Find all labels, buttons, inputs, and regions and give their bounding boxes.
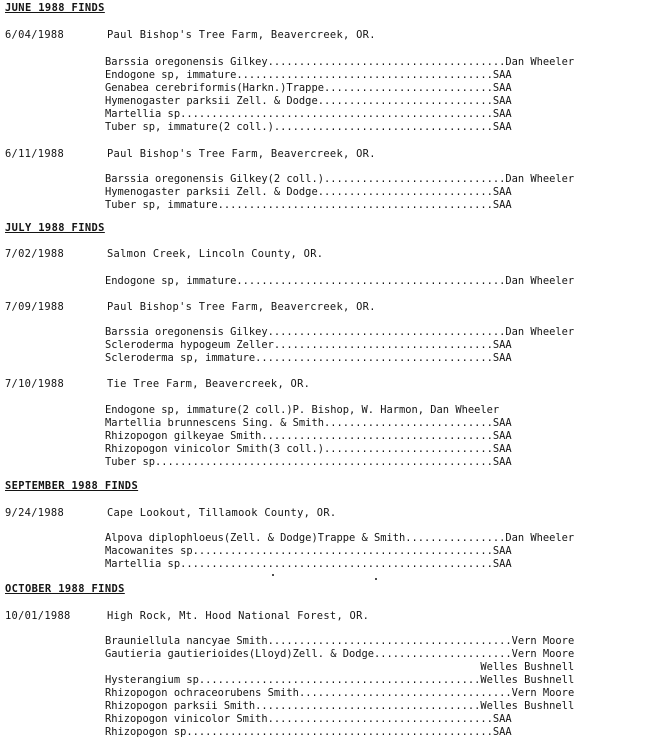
entry-date: 9/24/1988 <box>5 507 65 519</box>
entry-date: 7/10/1988 <box>5 378 65 390</box>
find-line <box>105 635 574 647</box>
dot-leader: ...................................... <box>255 352 493 364</box>
find-collector: SAA <box>492 108 512 120</box>
dot-leader: .................................................. <box>180 108 493 120</box>
find-taxon: Rhizopogon sp <box>105 726 187 738</box>
dot-leader: ..................................... <box>261 430 493 442</box>
find-line <box>105 199 512 211</box>
find-collector: SAA <box>492 726 512 738</box>
find-line <box>105 713 512 725</box>
find-line <box>105 339 512 351</box>
dot-leader: ............................. <box>323 173 506 185</box>
dot-leader: .................................. <box>298 687 512 699</box>
find-taxon: Endogone sp, immature(2 coll.)P. Bishop, W. Harmon, Dan Wheeler <box>105 404 500 416</box>
dot-leader: ............................ <box>317 95 493 107</box>
section-heading-september: SEPTEMBER 1988 FINDS <box>5 480 139 492</box>
dot-leader: ...................... <box>374 648 512 660</box>
dot-leader: ........................................... <box>236 275 506 287</box>
find-collector: Welles Bushnell <box>480 700 575 712</box>
find-taxon: Rhizopogon vinicolor Smith(3 coll.) <box>105 443 324 455</box>
find-line <box>105 674 574 686</box>
find-taxon: Endogone sp, immature <box>105 69 237 81</box>
find-line <box>105 82 512 94</box>
find-line <box>105 326 574 338</box>
dot-leader: ............................................. <box>198 674 481 686</box>
find-line <box>105 404 499 416</box>
find-collector: Vern Moore <box>511 687 575 699</box>
find-line <box>105 726 512 738</box>
find-taxon: Barssia oregonensis Gilkey <box>105 56 268 68</box>
find-line <box>105 417 512 429</box>
find-collector: Dan Wheeler <box>505 326 575 338</box>
find-collector: SAA <box>492 186 512 198</box>
stray-dot <box>375 578 377 580</box>
find-line <box>105 186 512 198</box>
find-collector: SAA <box>492 713 512 725</box>
find-taxon: Martellia sp <box>105 108 181 120</box>
find-line <box>105 275 574 287</box>
find-line <box>105 121 512 133</box>
dot-leader: ......................................... <box>236 69 493 81</box>
section-heading-october: OCTOBER 1988 FINDS <box>5 583 125 595</box>
find-taxon: Hymenogaster parksii Zell. & Dodge <box>105 186 318 198</box>
find-taxon: Endogone sp, immature <box>105 275 237 287</box>
find-taxon: Tuber sp, immature(2 coll.) <box>105 121 274 133</box>
entry-location: Tie Tree Farm, Beavercreek, OR. <box>107 378 311 390</box>
find-line <box>105 443 512 455</box>
entry-location: Cape Lookout, Tillamook County, OR. <box>107 507 337 519</box>
section-heading-june: JUNE 1988 FINDS <box>5 2 105 14</box>
find-taxon: Tuber sp, immature <box>105 199 218 211</box>
dot-leader: ................................... <box>273 339 493 351</box>
find-collector: Dan Wheeler <box>505 532 575 544</box>
find-taxon: Scleroderma hypogeum Zeller <box>105 339 274 351</box>
find-taxon: Hymenogaster parksii Zell. & Dodge <box>105 95 318 107</box>
find-line <box>105 108 512 120</box>
find-collector: Dan Wheeler <box>505 56 575 68</box>
dot-leader: .................................... <box>255 700 481 712</box>
find-collector: SAA <box>492 199 512 211</box>
entry-location: Paul Bishop's Tree Farm, Beavercreek, OR. <box>107 301 376 313</box>
find-line <box>105 95 512 107</box>
dot-leader: ....................................... <box>267 635 512 647</box>
dot-leader: ........................... <box>323 443 493 455</box>
dot-leader <box>105 661 480 673</box>
dot-leader: ............................ <box>317 186 493 198</box>
dot-leader: ........................... <box>323 82 493 94</box>
entry-date: 6/11/1988 <box>5 148 65 160</box>
find-collector: Dan Wheeler <box>505 173 575 185</box>
dot-leader: .................................................. <box>180 558 493 570</box>
entry-date: 7/02/1988 <box>5 248 65 260</box>
dot-leader: ............................................ <box>217 199 493 211</box>
entry-location: Paul Bishop's Tree Farm, Beavercreek, OR. <box>107 29 376 41</box>
find-line <box>105 700 574 712</box>
find-taxon: Rhizopogon gilkeyae Smith <box>105 430 262 442</box>
dot-leader: ................ <box>405 532 506 544</box>
find-taxon: Barssia oregonensis Gilkey(2 coll.) <box>105 173 324 185</box>
find-collector: SAA <box>492 121 512 133</box>
dot-leader: ...................................... <box>267 56 506 68</box>
find-line <box>105 661 574 673</box>
find-collector: SAA <box>492 456 512 468</box>
find-line <box>105 648 574 660</box>
find-taxon: Martellia brunnescens Sing. & Smith <box>105 417 324 429</box>
find-collector: SAA <box>492 339 512 351</box>
find-taxon: Tuber sp <box>105 456 156 468</box>
entry-location: Salmon Creek, Lincoln County, OR. <box>107 248 324 260</box>
find-line <box>105 558 512 570</box>
find-taxon: Barssia oregonensis Gilkey <box>105 326 268 338</box>
dot-leader: ........................... <box>323 417 493 429</box>
find-taxon: Brauniellula nancyae Smith <box>105 635 268 647</box>
find-line <box>105 352 512 364</box>
find-taxon: Gautieria gautierioides(Lloyd)Zell. & Dodge <box>105 648 374 660</box>
find-collector: Welles Bushnell <box>480 661 575 673</box>
entry-date: 6/04/1988 <box>5 29 65 41</box>
entry-date: 7/09/1988 <box>5 301 65 313</box>
find-collector: SAA <box>492 545 512 557</box>
dot-leader: ...................................................... <box>155 456 493 468</box>
section-heading-july: JULY 1988 FINDS <box>5 222 105 234</box>
find-collector: SAA <box>492 430 512 442</box>
find-taxon: Rhizopogon ochraceorubens Smith <box>105 687 299 699</box>
find-taxon: Macowanites sp <box>105 545 193 557</box>
entry-location: High Rock, Mt. Hood National Forest, OR. <box>107 610 370 622</box>
find-collector: Vern Moore <box>511 648 575 660</box>
find-collector: SAA <box>492 558 512 570</box>
find-collector: Welles Bushnell <box>480 674 575 686</box>
find-taxon: Hysterangium sp <box>105 674 199 686</box>
dot-leader: ................................................ <box>192 545 493 557</box>
entry-date: 10/01/1988 <box>5 610 71 622</box>
find-line <box>105 430 512 442</box>
find-collector: Vern Moore <box>511 635 575 647</box>
find-line <box>105 687 574 699</box>
find-taxon: Martellia sp <box>105 558 181 570</box>
find-line <box>105 69 512 81</box>
stray-dot <box>272 574 274 576</box>
find-collector: SAA <box>492 443 512 455</box>
dot-leader: ...................................... <box>267 326 506 338</box>
find-line <box>105 173 574 185</box>
find-taxon: Rhizopogon parksii Smith <box>105 700 256 712</box>
find-line <box>105 545 512 557</box>
find-collector: SAA <box>492 82 512 94</box>
find-taxon: Scleroderma sp, immature <box>105 352 256 364</box>
entry-location: Paul Bishop's Tree Farm, Beavercreek, OR. <box>107 148 376 160</box>
find-collector: SAA <box>492 352 512 364</box>
find-collector: SAA <box>492 95 512 107</box>
find-line <box>105 56 574 68</box>
find-taxon: Rhizopogon vinicolor Smith <box>105 713 268 725</box>
find-taxon: Genabea cerebriformis(Harkn.)Trappe <box>105 82 324 94</box>
find-line <box>105 532 574 544</box>
find-taxon: Alpova diplophloeus(Zell. & Dodge)Trappe & Smith <box>105 532 406 544</box>
dot-leader: ................................................. <box>186 726 493 738</box>
dot-leader: ................................... <box>273 121 493 133</box>
find-line <box>105 456 512 468</box>
find-collector: Dan Wheeler <box>505 275 575 287</box>
find-collector: SAA <box>492 69 512 81</box>
find-collector: SAA <box>492 417 512 429</box>
dot-leader: .................................... <box>267 713 493 725</box>
